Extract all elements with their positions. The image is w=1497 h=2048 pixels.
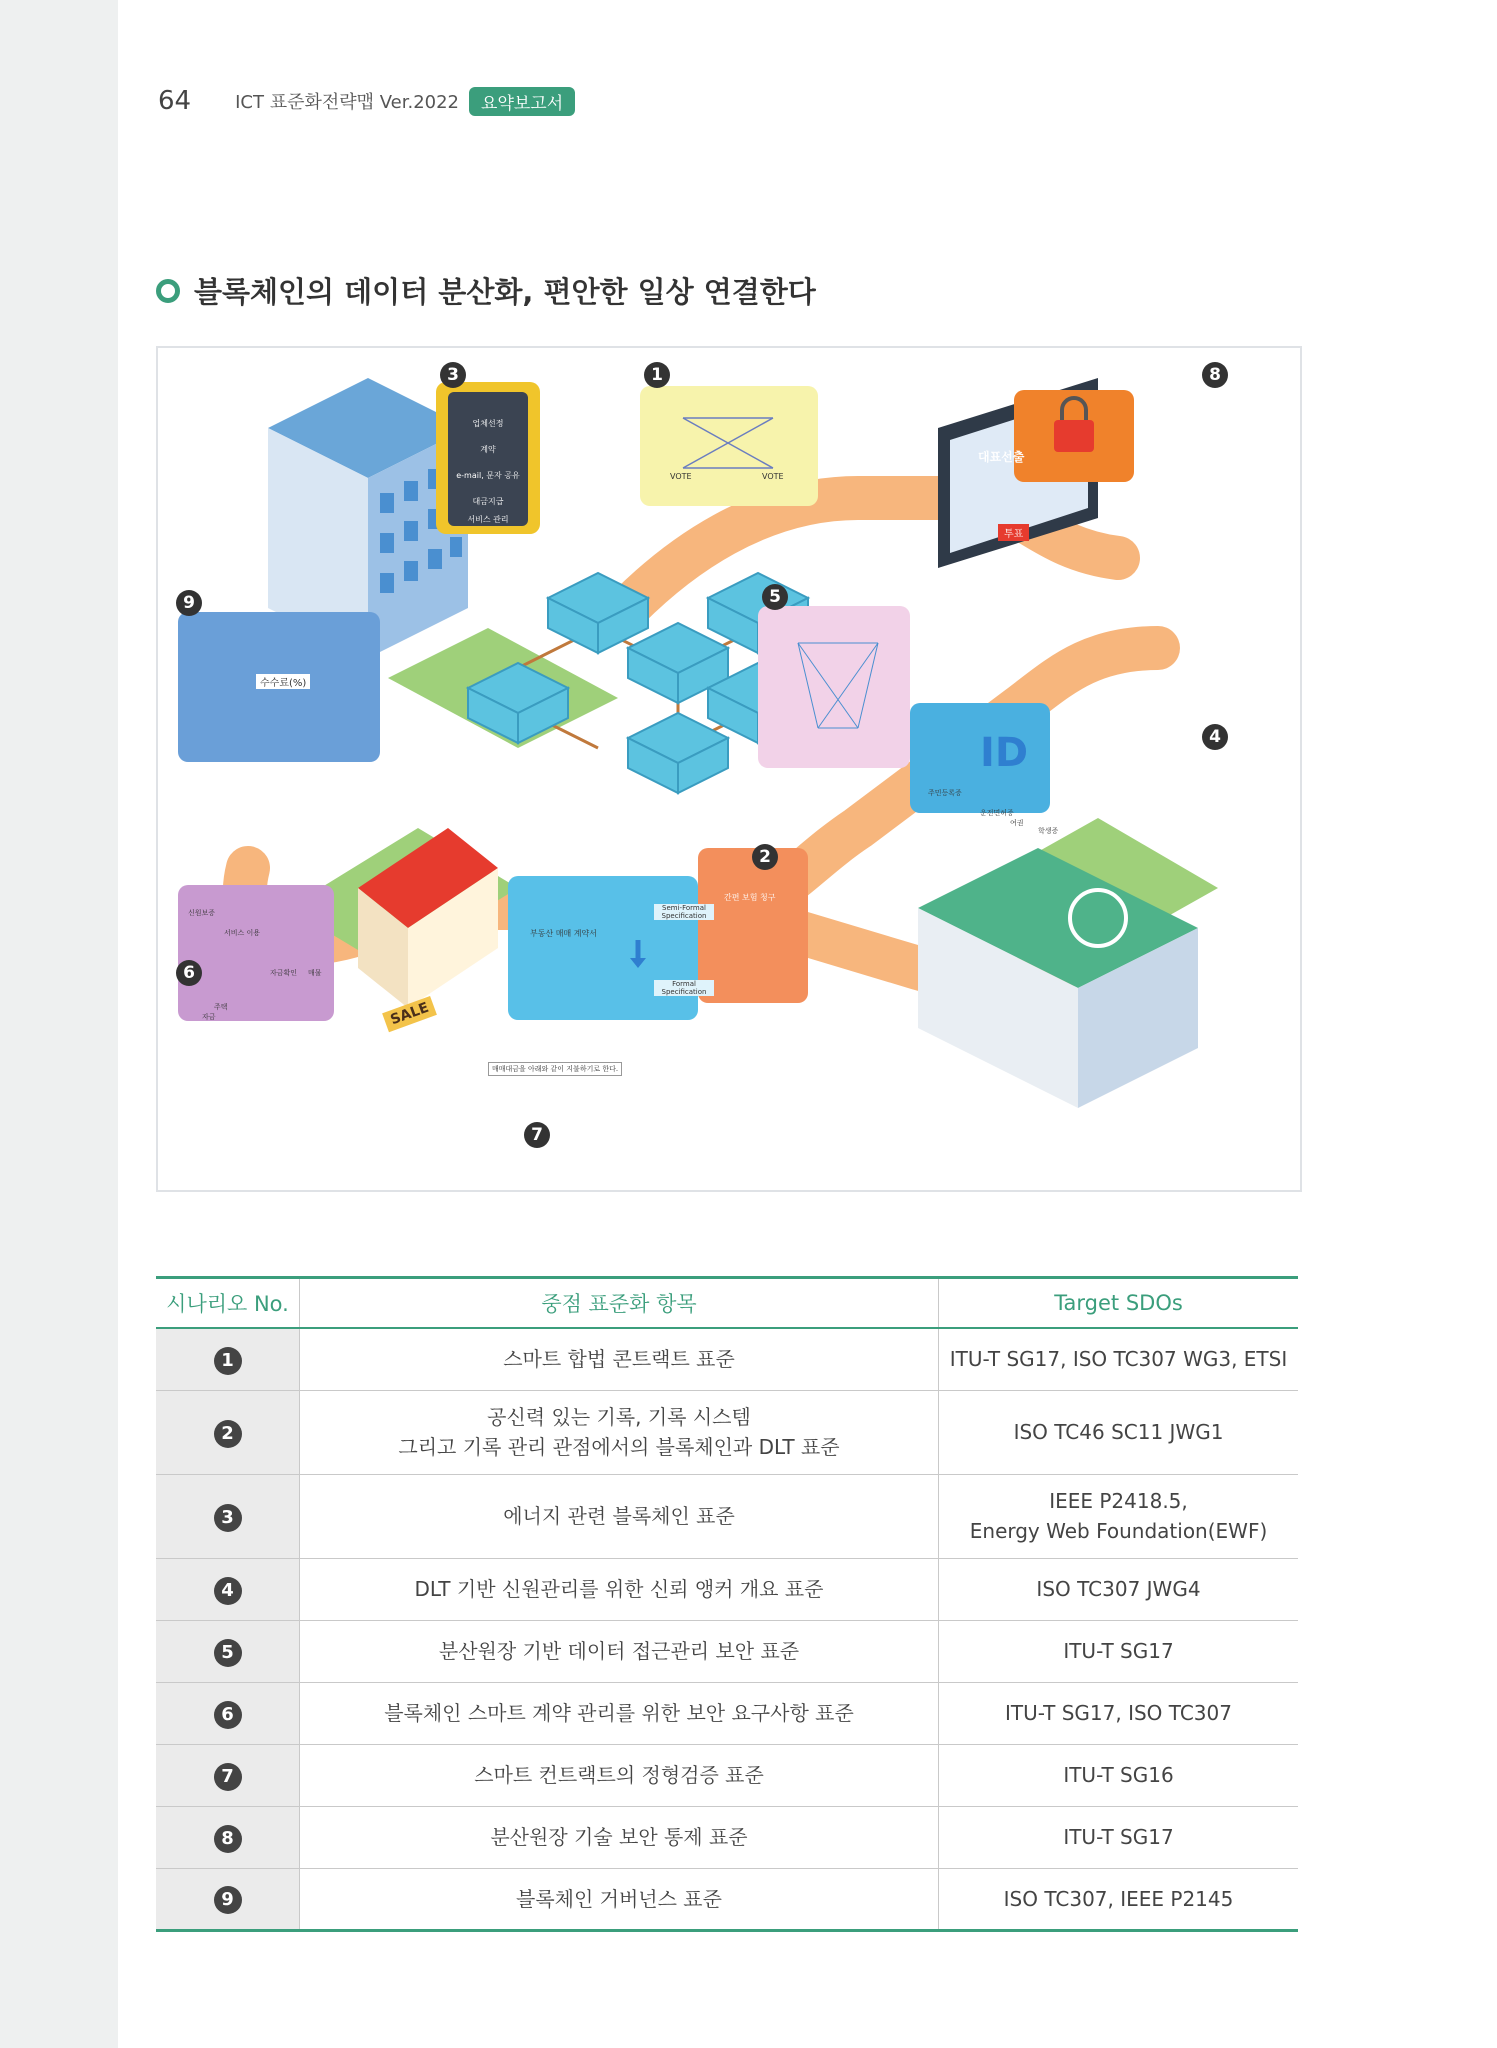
step-label: e-mail, 문자 공유: [456, 471, 520, 480]
row-item: DLT 기반 신원관리를 위한 신뢰 앵커 개요 표준: [300, 1558, 939, 1620]
row-number: 6: [214, 1701, 242, 1729]
table-row: [156, 1328, 1298, 1390]
scenario-badge-8: 8: [1202, 362, 1228, 388]
scenario-badge-2: 2: [752, 844, 778, 870]
flow-label: 자금확인: [270, 969, 298, 977]
row-sdo: ITU-T SG17, ISO TC307 WG3, ETSI: [939, 1328, 1299, 1390]
header-focus-item: 중점 표준화 항목: [300, 1278, 939, 1329]
section-heading: [156, 270, 816, 311]
document-title: ICT 표준화전략맵 Ver.2022: [235, 92, 460, 113]
row-item: 분산원장 기술 보안 통제 표준: [300, 1806, 939, 1868]
flow-label: 주택: [214, 1003, 228, 1011]
election-title: 대표선출: [978, 450, 1025, 464]
row-sdo: ITU-T SG17: [939, 1620, 1299, 1682]
formal-label: Formal Specification: [654, 980, 714, 996]
step-label: 대금지급: [472, 497, 504, 506]
scenario-badge-5: 5: [762, 584, 788, 610]
summary-badge: 요약보고서: [469, 87, 575, 116]
header-scenario-no: 시나리오 No.: [156, 1278, 300, 1329]
insurance-claim-text: 간편 보험 청구: [724, 893, 776, 902]
row-number: 4: [214, 1577, 242, 1605]
vote-label: VOTE: [762, 472, 784, 481]
illustration-graphics: [158, 348, 1300, 1190]
circle-bullet-icon: [156, 279, 180, 303]
blockchain-illustration: [156, 346, 1302, 1192]
step-label: 업체선정: [472, 419, 504, 428]
table-row: [156, 1806, 1298, 1868]
flow-label: 신원보증: [188, 909, 216, 917]
table-row: [156, 1390, 1298, 1474]
page-number: 64: [158, 86, 192, 116]
id-graphic: ID: [980, 730, 1029, 776]
table-row: [156, 1620, 1298, 1682]
row-item: 블록체인 스마트 계약 관리를 위한 보안 요구사항 표준: [300, 1682, 939, 1744]
standards-table-wrap: [156, 1276, 1298, 1932]
table-row: [156, 1474, 1298, 1558]
row-sdo: ISO TC307 JWG4: [939, 1558, 1299, 1620]
row-number: 9: [214, 1886, 242, 1914]
semi-formal-label: Semi-Formal Specification: [654, 904, 714, 920]
row-sdo: ITU-T SG17: [939, 1806, 1299, 1868]
scenario-badge-9: 9: [176, 590, 202, 616]
row-number: 2: [214, 1420, 242, 1448]
row-number: 1: [214, 1347, 242, 1375]
row-number: 7: [214, 1763, 242, 1791]
table-row: [156, 1744, 1298, 1806]
row-item: 스마트 컨트랙트의 정형검증 표준: [300, 1744, 939, 1806]
contract-note: 매매대금을 아래와 같이 지불하기로 한다.: [488, 1062, 622, 1076]
page-header: [158, 84, 575, 118]
header-target-sdos: Target SDOs: [939, 1278, 1299, 1329]
row-item: 에너지 관련 블록체인 표준: [300, 1474, 939, 1558]
scenario-badge-3: 3: [440, 362, 466, 388]
table-row: [156, 1868, 1298, 1930]
contract-title: 부동산 매매 계약서: [530, 929, 597, 938]
scenario-badge-6: 6: [176, 960, 202, 986]
flow-label: 자금: [202, 1013, 216, 1021]
table-header-row: [156, 1278, 1298, 1329]
standards-table: [156, 1276, 1298, 1932]
row-sdo: ISO TC46 SC11 JWG1: [939, 1390, 1299, 1474]
row-sdo: ITU-T SG17, ISO TC307: [939, 1682, 1299, 1744]
row-number: 3: [214, 1504, 242, 1532]
table-row: [156, 1558, 1298, 1620]
row-item: 스마트 합법 콘트랙트 표준: [300, 1328, 939, 1390]
id-card-label: 여권: [1010, 819, 1024, 827]
row-sdo: ITU-T SG16: [939, 1744, 1299, 1806]
row-item: 블록체인 거버넌스 표준: [300, 1868, 939, 1930]
row-item: 공신력 있는 기록, 기록 시스템 그리고 기록 관리 관점에서의 블록체인과 DLT 표준: [300, 1390, 939, 1474]
row-sdo: IEEE P2418.5, Energy Web Foundation(EWF): [939, 1474, 1299, 1558]
scenario-badge-1: 1: [644, 362, 670, 388]
id-card-label: 운전면허증: [980, 809, 1014, 817]
fee-label: 수수료(%): [256, 674, 310, 689]
flow-label: 매물: [308, 969, 322, 977]
vote-button: 투표: [998, 524, 1029, 541]
scenario-badge-7: 7: [524, 1122, 550, 1148]
row-number: 8: [214, 1825, 242, 1853]
vote-label: VOTE: [670, 472, 692, 481]
sale-sign: SALE: [382, 996, 437, 1032]
step-label: 계약: [480, 445, 496, 454]
id-card-label: 주민등록증: [928, 789, 962, 797]
row-number: 5: [214, 1639, 242, 1667]
id-card-label: 학생증: [1038, 827, 1059, 835]
section-title: 블록체인의 데이터 분산화, 편안한 일상 연결한다: [194, 275, 816, 309]
left-margin-strip: [0, 0, 118, 2048]
row-sdo: ISO TC307, IEEE P2145: [939, 1868, 1299, 1930]
table-row: [156, 1682, 1298, 1744]
scenario-badge-4: 4: [1202, 724, 1228, 750]
flow-label: 서비스 이용: [224, 929, 261, 937]
step-label: 서비스 관리: [467, 515, 509, 524]
row-item: 분산원장 기반 데이터 접근관리 보안 표준: [300, 1620, 939, 1682]
